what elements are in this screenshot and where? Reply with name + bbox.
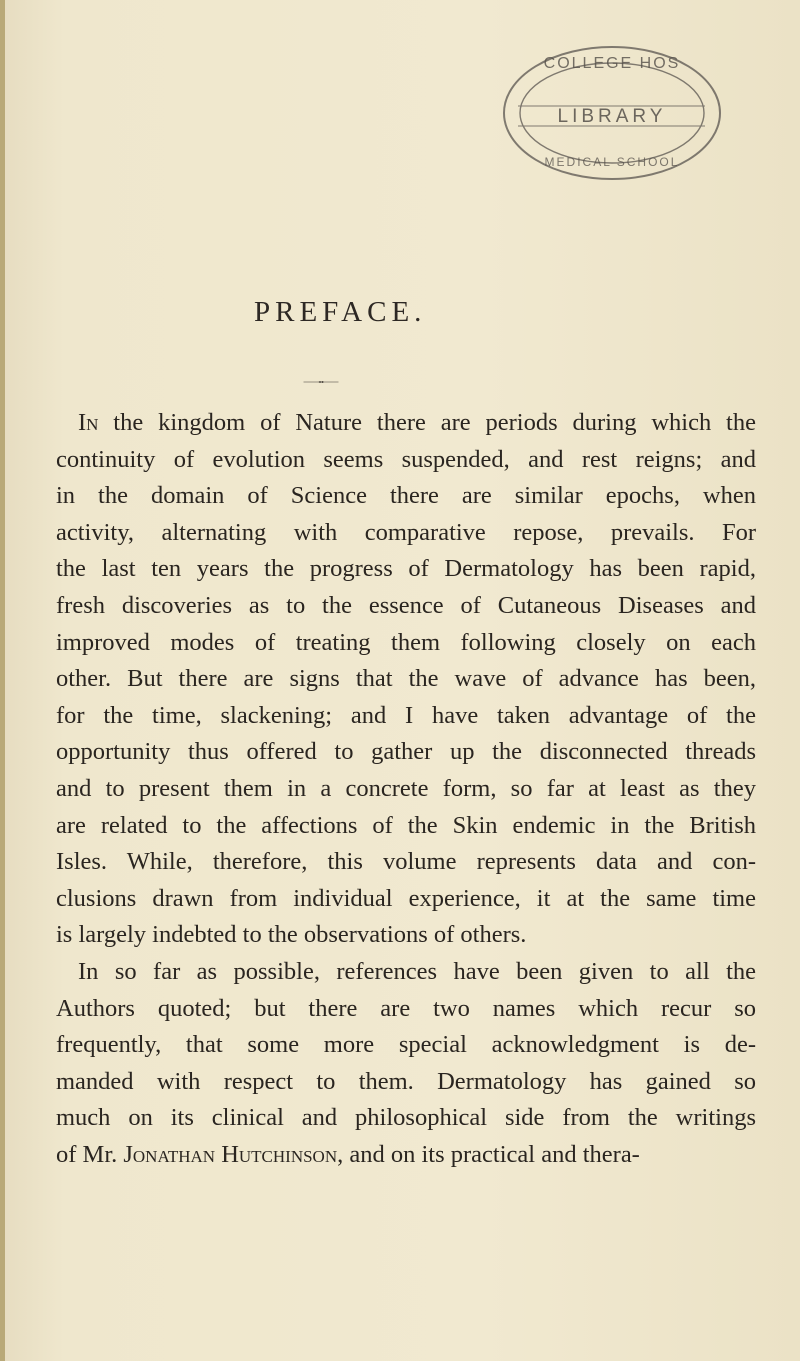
text-line — [56, 442, 756, 479]
text-line — [56, 588, 756, 625]
body-text — [56, 405, 756, 1173]
line-text: opportunity thus offered to gather up the disconnected threads — [56, 738, 756, 766]
line-text: are related to the affections of the Skin endemic in the British — [56, 811, 756, 839]
line-text: and to present them in a concrete form, so far at least as they — [56, 774, 756, 802]
text-line — [56, 771, 756, 808]
line-text: other. But there are signs that the wave of advance has been, — [56, 665, 756, 693]
line-text: Authors quoted; but there are two names which recur so — [56, 994, 756, 1022]
stamp-top-text: COLLEGE HOS — [543, 55, 681, 72]
text-line — [56, 1064, 756, 1101]
ornamental-rule — [286, 381, 356, 383]
line-text: in the domain of Science there are similar epochs, when — [56, 482, 756, 510]
page-title: PREFACE. — [254, 296, 427, 328]
line-text: improved modes of treating them following closely on each — [56, 628, 756, 656]
line-text: the last ten years the progress of Dermatology has been rapid, — [56, 555, 756, 583]
small-caps-text: Jonathan Hutchinson — [123, 1140, 338, 1168]
text-line — [56, 698, 756, 735]
text-line — [56, 551, 756, 588]
line-text: much on its clinical and philosophical side from the writings — [56, 1104, 756, 1132]
text-line — [56, 954, 756, 991]
text-line — [56, 844, 756, 881]
text-line — [56, 478, 756, 515]
line-text: fresh discoveries as to the essence of Cutaneous Diseases and — [56, 591, 756, 619]
stamp-bottom-text: MEDICAL SCHOOL — [544, 155, 680, 169]
paragraph — [56, 954, 756, 1174]
text-line — [56, 515, 756, 552]
line-text: , and on its practical and thera- — [337, 1140, 640, 1168]
line-text: activity, alternating with comparative repose, prevails. For — [56, 518, 756, 546]
small-caps-text: In — [78, 409, 99, 436]
text-line — [56, 881, 756, 918]
line-text: is largely indebted to the observations of others. — [56, 921, 527, 949]
paragraph — [56, 405, 756, 954]
text-line — [56, 1027, 756, 1064]
line-text: clusions drawn from individual experience, it at the same time — [56, 884, 756, 912]
line-text: frequently, that some more special acknowledgment is de- — [56, 1031, 756, 1059]
line-text: continuity of evolution seems suspended, and rest reigns; and — [56, 445, 756, 473]
text-line — [56, 734, 756, 771]
text-line — [56, 1137, 756, 1174]
line-text: of Mr. — [56, 1140, 124, 1168]
text-line — [56, 917, 756, 954]
text-line — [56, 661, 756, 698]
stamp-middle-text: LIBRARY — [557, 106, 667, 127]
line-text: In so far as possible, references have been given to all the — [78, 957, 756, 985]
text-line — [56, 405, 756, 442]
text-line — [56, 991, 756, 1028]
line-text: for the time, slackening; and I have taken advantage of the — [56, 701, 756, 729]
library-stamp — [498, 40, 726, 186]
line-text: Isles. While, therefore, this volume represents data and con- — [56, 848, 756, 876]
line-text: the kingdom of Nature there are periods during which the — [98, 409, 756, 436]
page-edge — [0, 0, 5, 1361]
text-line — [56, 625, 756, 662]
line-text: manded with respect to them. Dermatology has gained so — [56, 1067, 756, 1095]
text-line — [56, 1100, 756, 1137]
text-line — [56, 808, 756, 845]
